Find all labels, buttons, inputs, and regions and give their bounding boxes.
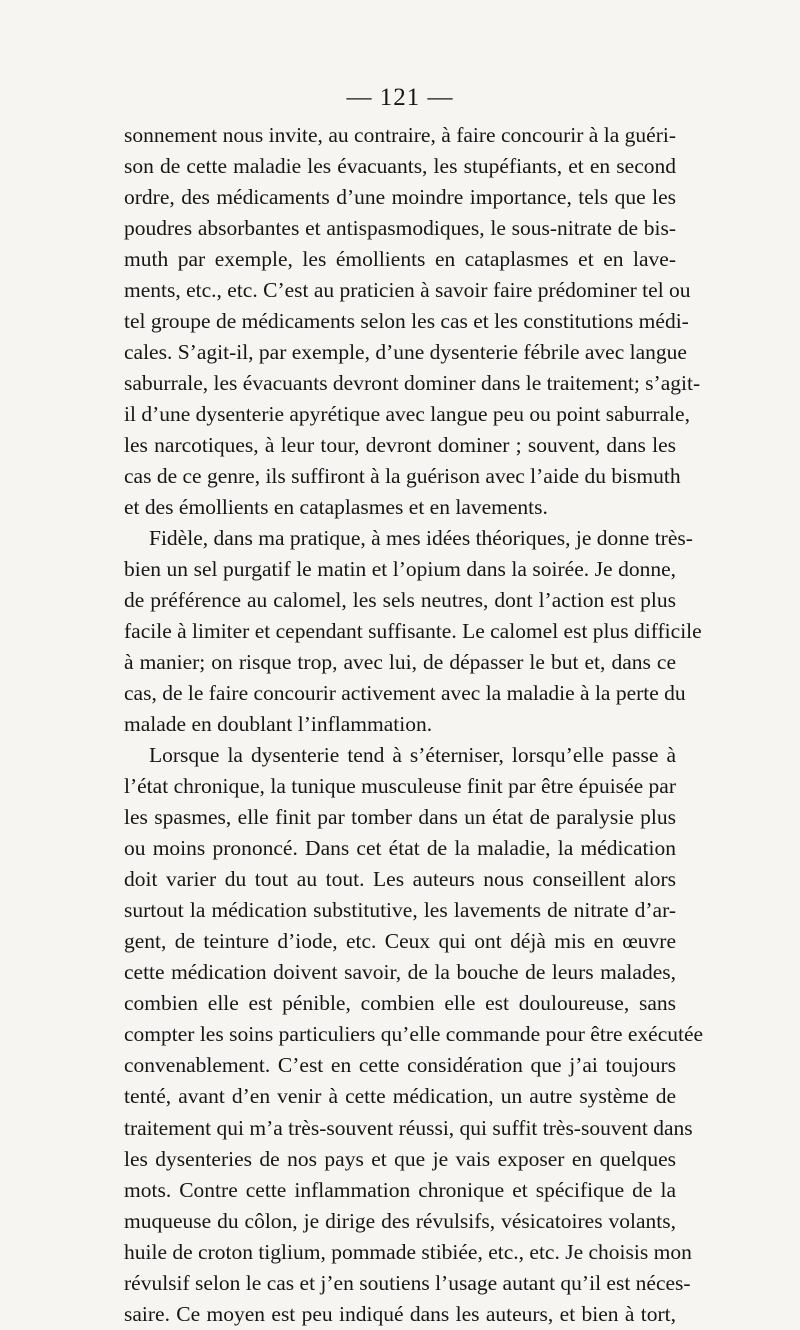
text-line: cales. S’agit-il, par exemple, d’une dysenterie fébrile avec langue — [124, 340, 687, 365]
body-text — [124, 120, 704, 1330]
text-line: les dysenteries de nos pays et que je vais exposer en quelques — [124, 1146, 676, 1171]
text-line: bien un sel purgatif le matin et l’opium dans la soirée. Je donne, — [124, 557, 676, 582]
text-line: tenté, avant d’en venir à cette médication, un autre système de — [124, 1084, 676, 1109]
text-line: il d’une dysenterie apyrétique avec langue peu ou point saburrale, — [124, 402, 690, 427]
text-line: les spasmes, elle finit par tomber dans un état de paralysie plus — [124, 805, 676, 830]
text-line: gent, de teinture d’iode, etc. Ceux qui ont déjà mis en œuvre — [124, 929, 676, 954]
text-line: et des émollients en cataplasmes et en lavements. — [124, 495, 548, 520]
text-line: cas, de le faire concourir activement avec la maladie à la perte du — [124, 681, 686, 706]
text-line: à manier; on risque trop, avec lui, de dépasser le but et, dans ce — [124, 650, 676, 675]
text-line: les narcotiques, à leur tour, devront dominer ; souvent, dans les — [124, 433, 676, 458]
text-line: révulsif selon le cas et j’en soutiens l’usage autant qu’il est néces- — [124, 1270, 691, 1295]
text-line: son de cette maladie les évacuants, les stupéfiants, et en second — [124, 154, 676, 179]
text-line: ordre, des médicaments d’une moindre importance, tels que les — [124, 185, 676, 210]
text-line: cette médication doivent savoir, de la bouche de leurs malades, — [124, 960, 676, 985]
text-line: poudres absorbantes et antispasmodiques, le sous-nitrate de bis- — [124, 216, 676, 241]
text-line: facile à limiter et cependant suffisante. Le calomel est plus difficile — [124, 619, 702, 644]
page-number: — 121 — — [346, 84, 454, 111]
text-line: muqueuse du côlon, je dirige des révulsifs, vésicatoires volants, — [124, 1208, 676, 1233]
text-line: sonnement nous invite, au contraire, à faire concourir à la guéri- — [124, 123, 676, 147]
text-line: cas de ce genre, ils suffiront à la guérison avec l’aide du bismuth — [124, 464, 681, 489]
text-line: saburrale, les évacuants devront dominer dans le traitement; s’agit- — [124, 371, 701, 396]
text-line: combien elle est pénible, combien elle est douloureuse, sans — [124, 991, 676, 1016]
text-line: de préférence au calomel, les sels neutres, dont l’action est plus — [124, 588, 676, 613]
text-line: Fidèle, dans ma pratique, à mes idées théoriques, je donne très- — [149, 526, 693, 551]
text-line: ou moins prononcé. Dans cet état de la maladie, la médication — [124, 836, 676, 861]
text-line: compter les soins particuliers qu’elle commande pour être exécutée — [124, 1022, 704, 1047]
text-line: muth par exemple, les émollients en cataplasmes et en lave- — [124, 247, 676, 272]
text-line: mots. Contre cette inflammation chronique et spécifique de la — [124, 1177, 676, 1202]
text-line: malade en doublant l’inflammation. — [124, 712, 433, 737]
text-line: traitement qui m’a très-souvent réussi, qui suffit très-souvent dans — [124, 1115, 693, 1140]
text-line: convenablement. C’est en cette considération que j’ai toujours — [124, 1053, 676, 1078]
text-line: doit varier du tout au tout. Les auteurs nous conseillent alors — [124, 867, 676, 892]
text-line: surtout la médication substitutive, les lavements de nitrate d’ar- — [124, 898, 676, 923]
text-line: ments, etc., etc. C’est au praticien à savoir faire prédominer tel ou — [124, 278, 691, 303]
text-line: huile de croton tiglium, pommade stibiée, etc., etc. Je choisis mon — [124, 1239, 692, 1264]
text-line: l’état chronique, la tunique musculeuse finit par être épuisée par — [124, 774, 676, 799]
text-line: tel groupe de médicaments selon les cas et les constitutions médi- — [124, 309, 689, 334]
text-line: saire. Ce moyen est peu indiqué dans les auteurs, et bien à tort, — [124, 1301, 676, 1326]
text-line: Lorsque la dysenterie tend à s’éterniser, lorsqu’elle passe à — [149, 743, 676, 768]
